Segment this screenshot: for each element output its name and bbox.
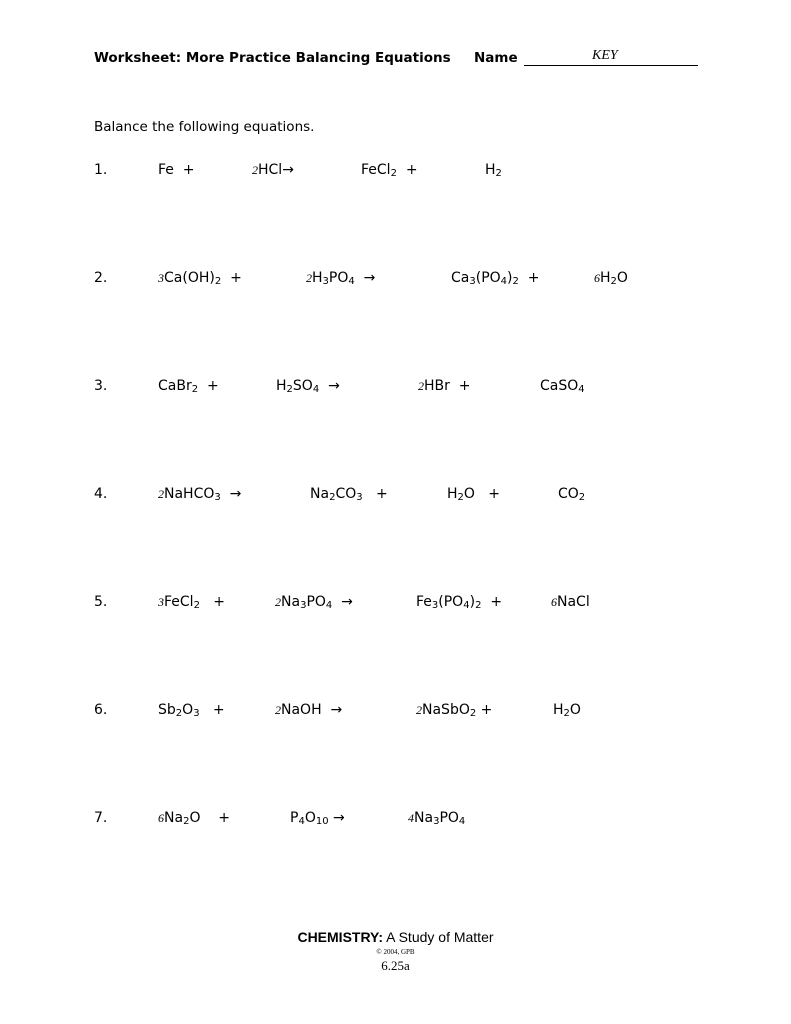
coefficient: 3 <box>158 271 164 285</box>
equation-number: 2. <box>94 270 108 286</box>
product-1: FeCl$_2$ + <box>361 162 418 179</box>
product-1: $4Na_3PO_4$ <box>408 810 466 827</box>
name-value: KEY <box>592 48 618 63</box>
coefficient: 3 <box>158 595 164 609</box>
product-1: $Na_2CO_3$ + <box>310 486 388 503</box>
product-2: $H_2$ <box>485 162 502 179</box>
reactant-2: $2H_3PO_4$ → <box>306 270 376 287</box>
coefficient: 4 <box>408 811 414 825</box>
equation-number: 6. <box>94 702 108 718</box>
reactant-2: $H_2SO_4$ → <box>276 378 340 395</box>
product-2: $H_2O$ + <box>447 486 501 503</box>
coefficient: 2 <box>416 703 422 717</box>
instructions: Balance the following equations. <box>94 119 315 135</box>
copyright: © 2004, GPB <box>376 948 415 956</box>
coefficient: 2 <box>252 163 258 177</box>
product-1: 2NaSbO$_2$ + <box>416 702 493 719</box>
worksheet-title: Worksheet: More Practice Balancing Equations <box>94 50 451 66</box>
reactant-1: $3Ca(OH)_2$ + <box>158 270 242 287</box>
equation-number: 5. <box>94 594 108 610</box>
product-2: CaSO$_4$ <box>540 378 585 395</box>
book-title-rest: A Study of Matter <box>383 929 494 945</box>
equation-number: 4. <box>94 486 108 502</box>
reactant-1: 3FeCl$_2$ + <box>158 594 226 611</box>
product-1: 2HBr + <box>418 378 471 394</box>
coefficient: 2 <box>418 379 424 393</box>
reactant-1: CaBr$_2$ + <box>158 378 219 395</box>
product-1: $Ca_3(PO_4)_2$ + <box>451 270 540 287</box>
coefficient: 2 <box>158 487 164 501</box>
product-2: 6NaCl <box>551 594 590 610</box>
product-2: $H_2O$ <box>553 702 581 719</box>
reactant-2: 2HCl→ <box>252 162 294 178</box>
name-underline <box>524 65 698 66</box>
coefficient: 2 <box>275 703 281 717</box>
book-title-bold: CHEMISTRY: <box>297 929 384 945</box>
reactant-2: $P_4O_{10}$ → <box>290 810 345 827</box>
reactant-2: 2NaOH → <box>275 702 343 718</box>
product-1: $Fe_3(PO_4)_2$ + <box>416 594 503 611</box>
product-3: $CO_2$ <box>558 486 586 503</box>
coefficient: 6 <box>158 811 164 825</box>
book-title <box>0 929 791 945</box>
coefficient: 6 <box>551 595 557 609</box>
reactant-1: $Sb_2O_3$ + <box>158 702 225 719</box>
reactant-1: Fe + <box>158 162 195 178</box>
reactant-1: 2NaHCO$_3$ → <box>158 486 242 503</box>
equation-number: 3. <box>94 378 108 394</box>
equation-number: 1. <box>94 162 108 178</box>
coefficient: 2 <box>275 595 281 609</box>
name-label: Name <box>474 50 518 66</box>
coefficient: 2 <box>306 271 312 285</box>
product-2: $6H_2O$ <box>594 270 628 287</box>
equation-number: 7. <box>94 810 108 826</box>
coefficient: 6 <box>594 271 600 285</box>
reactant-2: $2Na_3PO_4$ → <box>275 594 353 611</box>
page-number: 6.25a <box>381 958 410 973</box>
reactant-1: $6Na_2O$ + <box>158 810 230 827</box>
